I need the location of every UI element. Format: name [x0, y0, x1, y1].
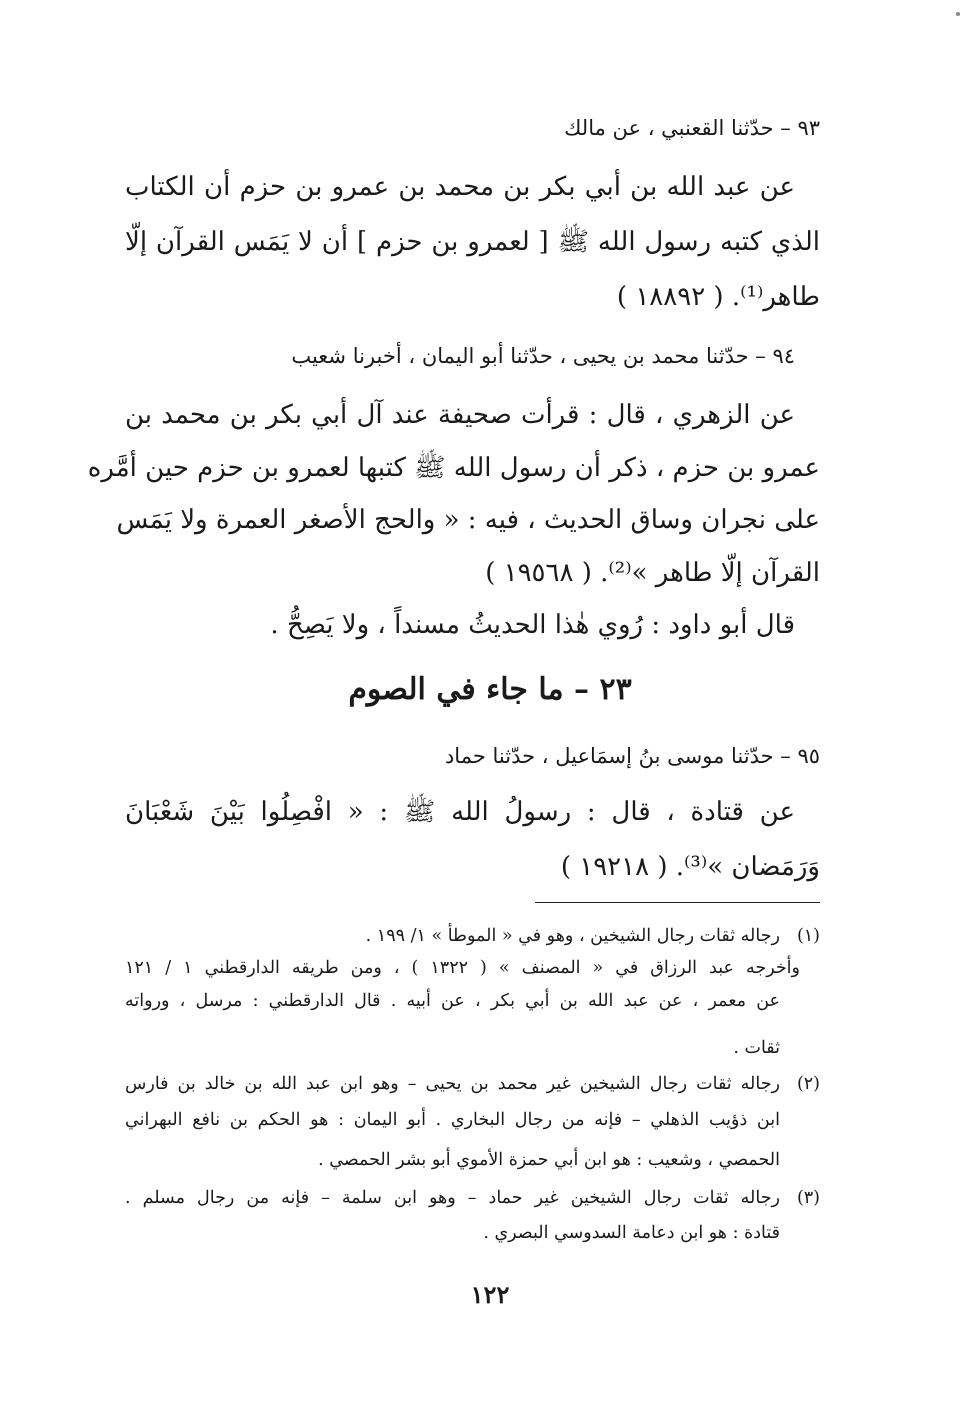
scan-speck [956, 12, 960, 16]
footnote-1-line-4: ثقات . [733, 1038, 780, 1058]
hadith-95-heading: ٩٥ – حدّثنا موسى بنُ إسمَاعيل ، حدّثنا حماد [444, 744, 820, 768]
footnote-1-number: (١) [796, 926, 820, 946]
hadith-95-line-2: وَرَمَضان »⁽³⁾. ( ١٩٢١٨ ) [560, 852, 820, 882]
footnote-3-line-2: قتادة : هو ابن دعامة السدوسي البصري . [483, 1223, 780, 1243]
section-title: ٢٣ – ما جاء في الصوم [348, 672, 632, 707]
abu-dawud-note: قال أبو داود : رُوي هٰذا الحديثُ مسنداً ، ولا يَصِحُّ . [270, 610, 795, 640]
footnote-2-number: (٢) [796, 1074, 820, 1094]
footnote-2-line-3: الحمصي ، وشعيب : هو ابن أبي حمزة الأموي أبو بشر الحمصي . [318, 1150, 780, 1170]
footnote-divider [535, 902, 820, 903]
footnote-3-number: (٣) [796, 1188, 820, 1208]
hadith-94-heading: ٩٤ – حدّثنا محمد بن يحيى ، حدّثنا أبو اليمان ، أخبرنا شعيب [291, 344, 795, 368]
hadith-93-line-1: عن عبد الله بن أبي بكر بن محمد بن عمرو بن حزم أن الكتاب [125, 172, 795, 202]
page-number: ١٢٢ [470, 1280, 510, 1309]
hadith-93-line-2: الذي كتبه رسول الله ﷺ [ لعمرو بن حزم ] أن لا يَمَس القرآن إلّا [125, 227, 820, 257]
hadith-93-heading: ٩٣ – حدّثنا القعنبي ، عن مالك [564, 116, 820, 140]
hadith-94-line-4: القرآن إلّا طاهر »⁽²⁾. ( ١٩٥٦٨ ) [485, 558, 820, 588]
hadith-94-line-2: عمرو بن حزم ، ذكر أن رسول الله ﷺ كتبها لعمرو بن حزم حين أمَّره [87, 453, 820, 483]
hadith-93-line-3: طاهر⁽¹⁾. ( ١٨٨٩٢ ) [616, 282, 820, 312]
footnote-3-line-1: رجاله ثقات رجال الشيخين غير حماد – وهو ابن سلمة – فإنه من رجال مسلم . [125, 1188, 780, 1208]
hadith-94-line-3: على نجران وساق الحديث ، فيه : « والحج الأصغر العمرة ولا يَمَس [116, 505, 820, 535]
footnote-2-line-1: رجاله ثقات رجال الشيخين غير محمد بن يحيى – وهو ابن عبد الله بن خالد بن فارس [125, 1074, 780, 1094]
footnote-1-line-2: وأخرجه عبد الرزاق في « المصنف » ( ١٣٢٢ ) ، ومن طريقه الدارقطني ١ / ١٢١ [125, 958, 800, 978]
footnote-1-line-3: عن معمر ، عن عبد الله بن أبي بكر ، عن أبيه . قال الدارقطني : مرسل ، ورواته [125, 991, 780, 1011]
footnote-2-line-2: ابن ذؤيب الذهلي – فإنه من رجال البخاري . أبو اليمان : هو الحكم بن نافع البهراني [125, 1110, 780, 1130]
hadith-95-line-1: عن قتادة ، قال : رسولُ الله ﷺ : « افْصِلُوا بَيْنَ شَعْبَانَ [125, 797, 795, 827]
hadith-94-line-1: عن الزهري ، قال : قرأت صحيفة عند آل أبي بكر بن محمد بن [125, 400, 795, 430]
footnote-1-line-1: رجاله ثقات رجال الشيخين ، وهو في « الموطأ » ١/ ١٩٩ . [365, 926, 780, 946]
